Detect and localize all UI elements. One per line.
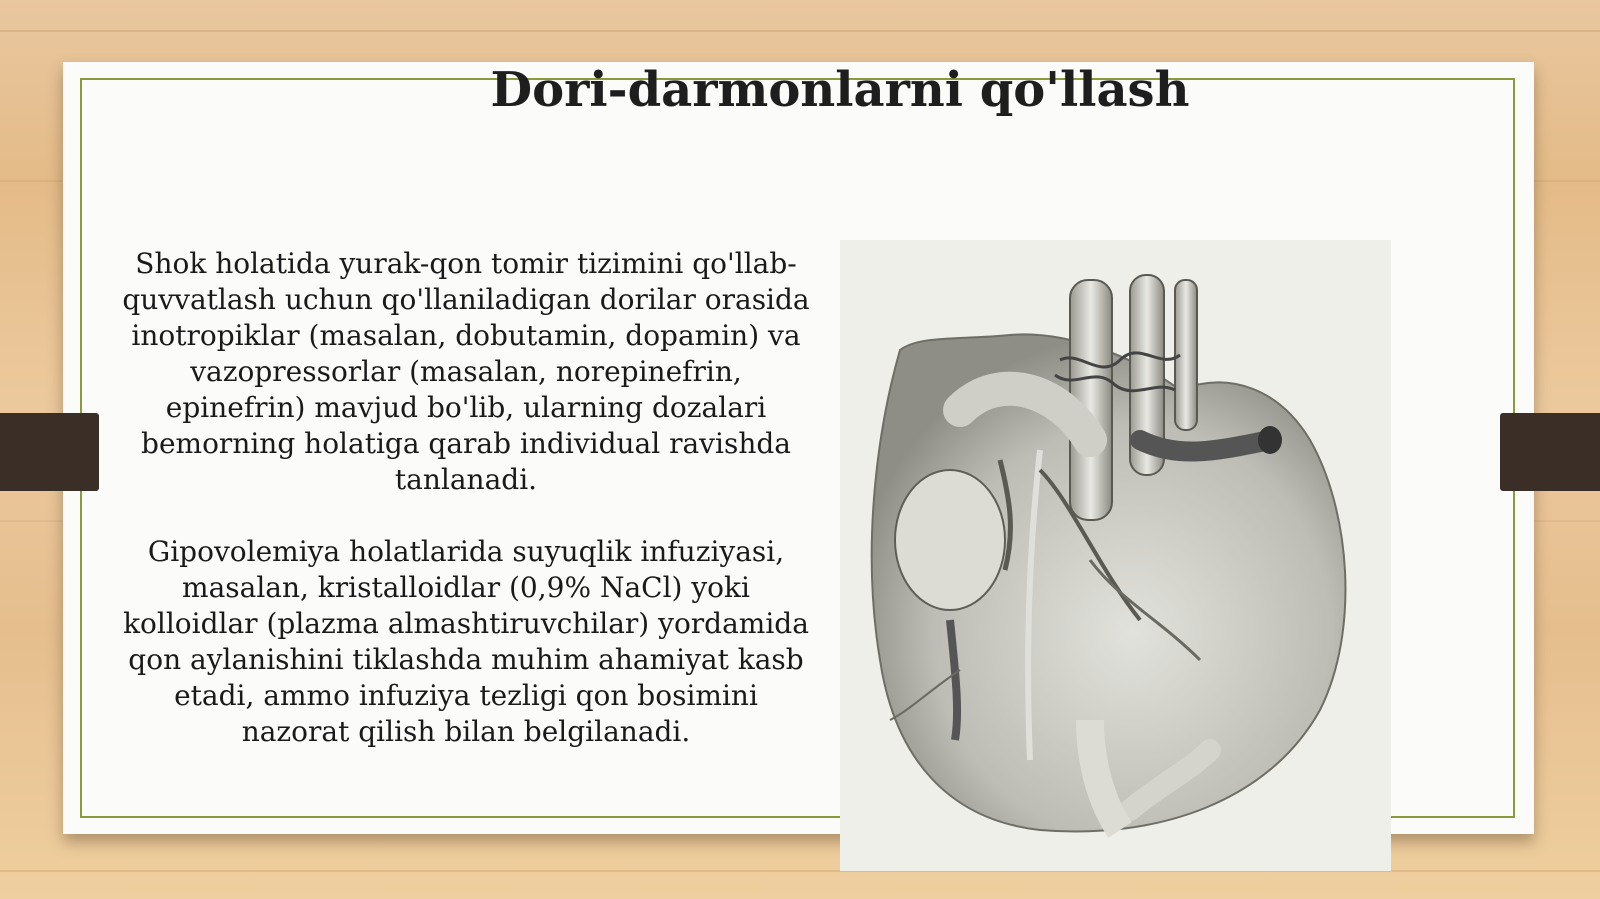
- slide-title: Dori-darmonlarni qo'llash: [490, 62, 1190, 118]
- left-binder-tab: [0, 413, 99, 491]
- paragraph-hypovolemia: Gipovolemiya holatlarida suyuqlik infuziyasi, masalan, kristalloidlar (0,9% NaCl) yoki kolloidlar (plazma almashtiruvchilar) yordamida qon aylanishini tiklashda muhim ahamiyat kasb etadi, ammo infuziya tezligi qon bosimini nazorat qilish bilan belgilanadi.: [123, 535, 809, 748]
- heart-anatomy-illustration: [840, 240, 1391, 871]
- paragraph-spacer: [108, 498, 824, 534]
- heart-anatomy-drawing: [840, 240, 1391, 871]
- wood-grain: [0, 30, 1600, 32]
- slide-body-text: [108, 246, 824, 750]
- paragraph-inotropes: Shok holatida yurak-qon tomir tizimini qo'llab- quvvatlash uchun qo'llaniladigan dorilar orasida inotropiklar (masalan, dobutamin, dopamin) va vazopressorlar (masalan, norepinefrin, epinefrin) mavjud bo'lib, ularning dozalari bemorning holatiga qarab individual ravishda tanlanadi.: [122, 247, 810, 496]
- right-binder-tab: [1500, 413, 1600, 491]
